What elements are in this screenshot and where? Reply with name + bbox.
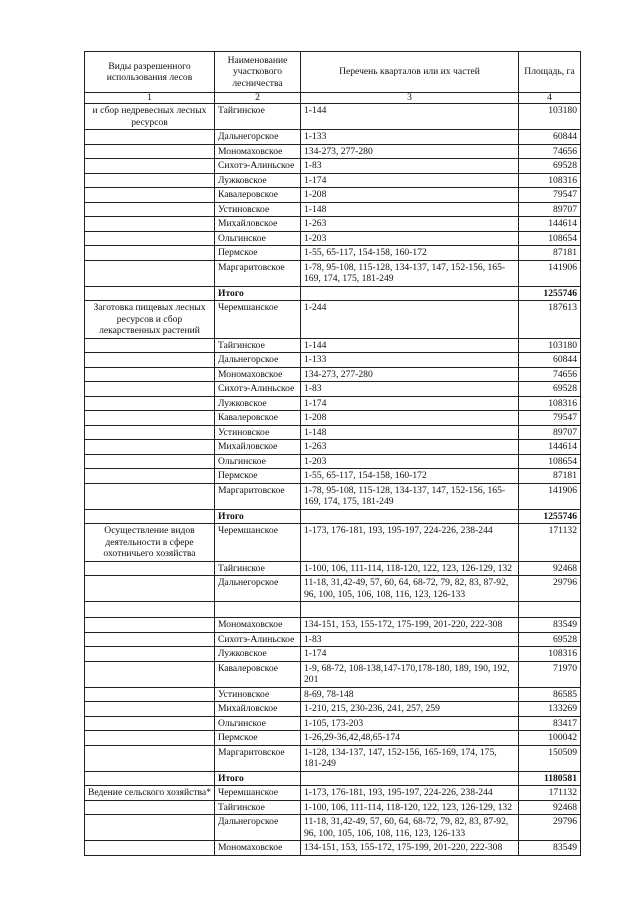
forestry-name-cell: Мономаховское xyxy=(215,367,301,382)
area-cell: 92468 xyxy=(519,561,581,576)
use-type-cell xyxy=(85,353,215,368)
use-type-cell xyxy=(85,367,215,382)
quarters-cell: 134-273, 277-280 xyxy=(301,367,519,382)
table-row xyxy=(85,454,581,469)
quarters-cell: 1-263 xyxy=(301,217,519,232)
forestry-name-cell: Черемшанское xyxy=(215,524,301,562)
table-row xyxy=(85,661,581,687)
table-row xyxy=(85,353,581,368)
forestry-name-cell: Тайгинское xyxy=(215,561,301,576)
use-type-cell xyxy=(85,632,215,647)
area-cell: 87181 xyxy=(519,246,581,261)
table-row xyxy=(85,173,581,188)
quarters-cell: 1-55, 65-117, 154-158, 160-172 xyxy=(301,246,519,261)
total-area-cell: 1180581 xyxy=(519,771,581,786)
column-number: 4 xyxy=(519,93,581,104)
table-row xyxy=(85,159,581,174)
forestry-name-cell: Кавалеровское xyxy=(215,411,301,426)
table-row xyxy=(85,647,581,662)
quarters-cell: 1-174 xyxy=(301,647,519,662)
table-row xyxy=(85,338,581,353)
total-row xyxy=(85,509,581,524)
area-cell: 103180 xyxy=(519,104,581,130)
area-cell: 69528 xyxy=(519,382,581,397)
table-row xyxy=(85,745,581,771)
forestry-name-cell: Черемшанское xyxy=(215,301,301,339)
use-type-cell xyxy=(85,469,215,484)
forestry-name-cell: Тайгинское xyxy=(215,104,301,130)
quarters-cell: 1-144 xyxy=(301,338,519,353)
quarters-cell: 1-148 xyxy=(301,425,519,440)
area-cell: 108316 xyxy=(519,647,581,662)
table-row xyxy=(85,561,581,576)
area-cell: 74656 xyxy=(519,144,581,159)
column-number: 2 xyxy=(215,93,301,104)
forestry-name-cell: Сихотэ-Алиньское xyxy=(215,632,301,647)
table-row xyxy=(85,602,581,618)
forestry-name-cell: Устиновское xyxy=(215,202,301,217)
area-cell: 83549 xyxy=(519,618,581,633)
forestry-name-cell: Лужковское xyxy=(215,173,301,188)
area-cell: 108654 xyxy=(519,231,581,246)
table-row xyxy=(85,130,581,145)
total-label: Итого xyxy=(215,509,301,524)
area-cell: 74656 xyxy=(519,367,581,382)
use-type-cell xyxy=(85,411,215,426)
forestry-name-cell: Маргаритовское xyxy=(215,483,301,509)
area-cell: 144614 xyxy=(519,440,581,455)
area-cell: 60844 xyxy=(519,353,581,368)
forestry-name-cell: Устиновское xyxy=(215,687,301,702)
use-type-cell xyxy=(85,286,215,301)
quarters-cell: 1-208 xyxy=(301,188,519,203)
quarters-cell: 8-69, 78-148 xyxy=(301,687,519,702)
quarters-cell xyxy=(301,286,519,301)
area-cell: 83549 xyxy=(519,841,581,856)
use-type-cell xyxy=(85,800,215,815)
table-row xyxy=(85,411,581,426)
forestry-name-cell xyxy=(215,602,301,618)
quarters-cell: 1-26,29-36,42,48,65-174 xyxy=(301,731,519,746)
use-type-cell xyxy=(85,173,215,188)
table-row xyxy=(85,260,581,286)
use-type-cell xyxy=(85,702,215,717)
total-label: Итого xyxy=(215,286,301,301)
forestry-name-cell: Лужковское xyxy=(215,647,301,662)
quarters-cell: 1-210, 215, 230-236, 241, 257, 259 xyxy=(301,702,519,717)
total-area-cell: 1255746 xyxy=(519,509,581,524)
use-type-cell xyxy=(85,716,215,731)
table-row xyxy=(85,301,581,339)
area-cell: 71970 xyxy=(519,661,581,687)
table-row xyxy=(85,786,581,801)
use-type-cell xyxy=(85,661,215,687)
forestry-name-cell: Михайловское xyxy=(215,440,301,455)
table-row xyxy=(85,632,581,647)
table-row xyxy=(85,731,581,746)
area-cell: 79547 xyxy=(519,188,581,203)
forestry-name-cell: Мономаховское xyxy=(215,618,301,633)
table-row xyxy=(85,144,581,159)
use-type-cell: и сбор недревесных лесных ресурсов xyxy=(85,104,215,130)
table-row xyxy=(85,231,581,246)
total-row xyxy=(85,286,581,301)
use-type-cell xyxy=(85,425,215,440)
area-cell: 89707 xyxy=(519,425,581,440)
quarters-cell: 11-18, 31,42-49, 57, 60, 64, 68-72, 79, 82, 83, 87-92, 96, 100, 105, 106, 108, 116, 123, 126-133 xyxy=(301,576,519,602)
area-cell: 87181 xyxy=(519,469,581,484)
area-cell: 108654 xyxy=(519,454,581,469)
quarters-cell: 1-148 xyxy=(301,202,519,217)
header-row xyxy=(85,52,581,93)
use-type-cell xyxy=(85,576,215,602)
quarters-cell: 1-203 xyxy=(301,231,519,246)
quarters-cell: 1-100, 106, 111-114, 118-120, 122, 123, 126-129, 132 xyxy=(301,561,519,576)
quarters-cell: 1-83 xyxy=(301,159,519,174)
use-type-cell xyxy=(85,202,215,217)
use-type-cell xyxy=(85,647,215,662)
area-cell: 103180 xyxy=(519,338,581,353)
header-use: Виды разрешенного использования лесов xyxy=(85,52,215,93)
forestry-name-cell: Черемшанское xyxy=(215,786,301,801)
quarters-cell: 1-263 xyxy=(301,440,519,455)
use-type-cell xyxy=(85,731,215,746)
use-type-cell: Заготовка пищевых лесных ресурсов и сбор лекарственных растений xyxy=(85,301,215,339)
area-cell: 29796 xyxy=(519,815,581,841)
quarters-cell: 11-18, 31,42-49, 57, 60, 64, 68-72, 79, 82, 83, 87-92, 96, 100, 105, 106, 108, 116, 123, 126-133 xyxy=(301,815,519,841)
quarters-cell: 1-55, 65-117, 154-158, 160-172 xyxy=(301,469,519,484)
table-row xyxy=(85,396,581,411)
table-row xyxy=(85,702,581,717)
quarters-cell: 134-273, 277-280 xyxy=(301,144,519,159)
use-type-cell xyxy=(85,246,215,261)
area-cell: 171132 xyxy=(519,786,581,801)
use-type-cell xyxy=(85,217,215,232)
quarters-cell: 1-105, 173-203 xyxy=(301,716,519,731)
quarters-cell: 1-173, 176-181, 193, 195-197, 224-226, 238-244 xyxy=(301,524,519,562)
area-cell: 86585 xyxy=(519,687,581,702)
quarters-cell xyxy=(301,771,519,786)
use-type-cell xyxy=(85,231,215,246)
forestry-name-cell: Ольгинское xyxy=(215,716,301,731)
table-row xyxy=(85,800,581,815)
forestry-name-cell: Дальнегорское xyxy=(215,815,301,841)
table-row xyxy=(85,841,581,856)
quarters-cell: 134-151, 153, 155-172, 175-199, 201-220, 222-308 xyxy=(301,841,519,856)
table-row xyxy=(85,425,581,440)
table-row xyxy=(85,576,581,602)
table-row xyxy=(85,687,581,702)
quarters-cell: 1-78, 95-108, 115-128, 134-137, 147, 152-156, 165-169, 174, 175, 181-249 xyxy=(301,260,519,286)
column-number: 1 xyxy=(85,93,215,104)
header-area: Площадь, га xyxy=(519,52,581,93)
use-type-cell xyxy=(85,260,215,286)
forestry-name-cell: Михайловское xyxy=(215,217,301,232)
use-type-cell xyxy=(85,771,215,786)
use-type-cell xyxy=(85,561,215,576)
use-type-cell xyxy=(85,159,215,174)
use-type-cell xyxy=(85,454,215,469)
use-type-cell xyxy=(85,841,215,856)
area-cell: 69528 xyxy=(519,632,581,647)
use-type-cell xyxy=(85,483,215,509)
use-type-cell xyxy=(85,396,215,411)
quarters-cell: 1-144 xyxy=(301,104,519,130)
quarters-cell xyxy=(301,602,519,618)
area-cell: 108316 xyxy=(519,396,581,411)
total-label: Итого xyxy=(215,771,301,786)
column-number: 3 xyxy=(301,93,519,104)
area-cell xyxy=(519,602,581,618)
table-row xyxy=(85,246,581,261)
use-type-cell: Осуществление видов деятельности в сфере охотничьего хозяйства xyxy=(85,524,215,562)
area-cell: 108316 xyxy=(519,173,581,188)
forestry-name-cell: Кавалеровское xyxy=(215,188,301,203)
use-type-cell xyxy=(85,618,215,633)
forestry-name-cell: Дальнегорское xyxy=(215,353,301,368)
quarters-cell: 1-128, 134-137, 147, 152-156, 165-169, 174, 175, 181-249 xyxy=(301,745,519,771)
area-cell: 171132 xyxy=(519,524,581,562)
forestry-name-cell: Ольгинское xyxy=(215,454,301,469)
forestry-name-cell: Дальнегорское xyxy=(215,576,301,602)
area-cell: 83417 xyxy=(519,716,581,731)
area-cell: 69528 xyxy=(519,159,581,174)
quarters-cell: 1-78, 95-108, 115-128, 134-137, 147, 152-156, 165-169, 174, 175, 181-249 xyxy=(301,483,519,509)
total-area-cell: 1255746 xyxy=(519,286,581,301)
table-row xyxy=(85,524,581,562)
quarters-cell: 1-83 xyxy=(301,632,519,647)
forestry-name-cell: Ольгинское xyxy=(215,231,301,246)
quarters-cell: 1-100, 106, 111-114, 118-120, 122, 123, 126-129, 132 xyxy=(301,800,519,815)
table-row xyxy=(85,469,581,484)
forestry-name-cell: Пермское xyxy=(215,246,301,261)
quarters-cell: 1-174 xyxy=(301,173,519,188)
forestry-name-cell: Лужковское xyxy=(215,396,301,411)
table-row xyxy=(85,440,581,455)
table-row xyxy=(85,483,581,509)
use-type-cell xyxy=(85,815,215,841)
forestry-name-cell: Пермское xyxy=(215,469,301,484)
quarters-cell: 1-133 xyxy=(301,353,519,368)
forestry-name-cell: Кавалеровское xyxy=(215,661,301,687)
forestry-name-cell: Сихотэ-Алиньское xyxy=(215,382,301,397)
quarters-cell: 1-244 xyxy=(301,301,519,339)
table-row xyxy=(85,382,581,397)
forestry-name-cell: Мономаховское xyxy=(215,144,301,159)
forest-use-table xyxy=(84,51,581,856)
use-type-cell xyxy=(85,602,215,618)
table-row xyxy=(85,367,581,382)
forestry-name-cell: Маргаритовское xyxy=(215,745,301,771)
use-type-cell xyxy=(85,687,215,702)
quarters-cell: 1-203 xyxy=(301,454,519,469)
forestry-name-cell: Пермское xyxy=(215,731,301,746)
table-row xyxy=(85,202,581,217)
header-forestry: Наименование участкового лесничества xyxy=(215,52,301,93)
area-cell: 141906 xyxy=(519,483,581,509)
total-row xyxy=(85,771,581,786)
table-row xyxy=(85,104,581,130)
header-quarters: Перечень кварталов или их частей xyxy=(301,52,519,93)
quarters-cell xyxy=(301,509,519,524)
table-row xyxy=(85,618,581,633)
area-cell: 133269 xyxy=(519,702,581,717)
forestry-name-cell: Маргаритовское xyxy=(215,260,301,286)
use-type-cell xyxy=(85,130,215,145)
table-row xyxy=(85,188,581,203)
quarters-cell: 1-133 xyxy=(301,130,519,145)
use-type-cell xyxy=(85,382,215,397)
quarters-cell: 1-173, 176-181, 193, 195-197, 224-226, 238-244 xyxy=(301,786,519,801)
use-type-cell xyxy=(85,338,215,353)
use-type-cell xyxy=(85,745,215,771)
area-cell: 187613 xyxy=(519,301,581,339)
quarters-cell: 1-208 xyxy=(301,411,519,426)
area-cell: 92468 xyxy=(519,800,581,815)
forestry-name-cell: Устиновское xyxy=(215,425,301,440)
area-cell: 150509 xyxy=(519,745,581,771)
area-cell: 89707 xyxy=(519,202,581,217)
area-cell: 144614 xyxy=(519,217,581,232)
area-cell: 100042 xyxy=(519,731,581,746)
use-type-cell: Ведение сельского хозяйства* xyxy=(85,786,215,801)
use-type-cell xyxy=(85,188,215,203)
forestry-name-cell: Мономаховское xyxy=(215,841,301,856)
forestry-name-cell: Тайгинское xyxy=(215,338,301,353)
area-cell: 29796 xyxy=(519,576,581,602)
forestry-name-cell: Тайгинское xyxy=(215,800,301,815)
forestry-name-cell: Дальнегорское xyxy=(215,130,301,145)
quarters-cell: 1-174 xyxy=(301,396,519,411)
forestry-name-cell: Сихотэ-Алиньское xyxy=(215,159,301,174)
quarters-cell: 1-9, 68-72, 108-138,147-170,178-180, 189, 190, 192, 201 xyxy=(301,661,519,687)
area-cell: 79547 xyxy=(519,411,581,426)
forestry-name-cell: Михайловское xyxy=(215,702,301,717)
table-row xyxy=(85,716,581,731)
column-number-row xyxy=(85,93,581,104)
quarters-cell: 1-83 xyxy=(301,382,519,397)
area-cell: 60844 xyxy=(519,130,581,145)
use-type-cell xyxy=(85,440,215,455)
area-cell: 141906 xyxy=(519,260,581,286)
quarters-cell: 134-151, 153, 155-172, 175-199, 201-220, 222-308 xyxy=(301,618,519,633)
use-type-cell xyxy=(85,144,215,159)
table-row xyxy=(85,815,581,841)
use-type-cell xyxy=(85,509,215,524)
table-row xyxy=(85,217,581,232)
